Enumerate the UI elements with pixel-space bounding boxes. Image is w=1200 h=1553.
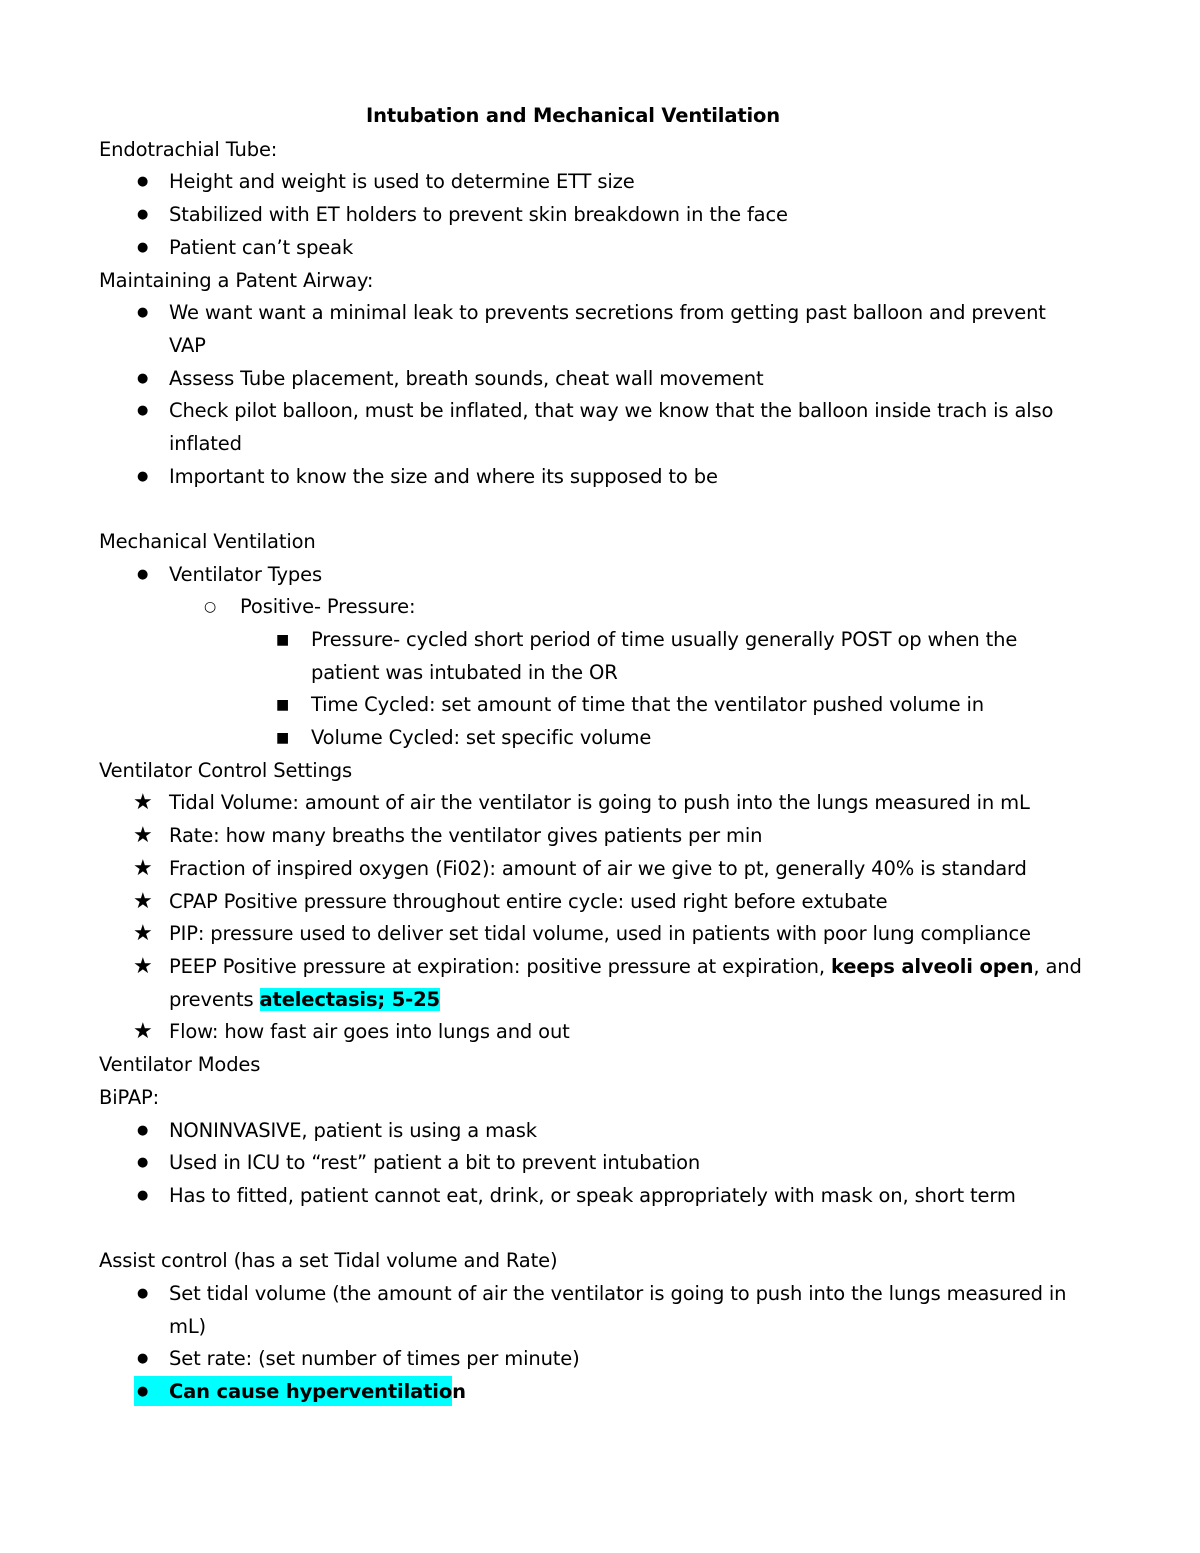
square-marker: ■ bbox=[276, 730, 290, 746]
list-item: Stabilized with ET holders to prevent skin breakdown in the face bbox=[169, 203, 788, 226]
list-item: Set rate: (set number of times per minute) bbox=[169, 1347, 580, 1370]
list-item: Used in ICU to “rest” patient a bit to prevent intubation bbox=[169, 1151, 701, 1174]
list-item: Important to know the size and where its supposed to be bbox=[169, 465, 718, 488]
list-item-continuation: VAP bbox=[169, 334, 206, 357]
bullet-marker: ● bbox=[137, 403, 149, 418]
section-heading-settings: Ventilator Control Settings bbox=[99, 759, 353, 782]
square-marker: ■ bbox=[276, 632, 290, 648]
bullet-marker: ● bbox=[137, 1286, 149, 1301]
bullet-marker: ● bbox=[137, 305, 149, 320]
list-item-level3: Volume Cycled: set specific volume bbox=[311, 726, 652, 749]
section-heading-mechanical: Mechanical Ventilation bbox=[99, 530, 316, 553]
section-heading-ett: Endotrachial Tube: bbox=[99, 138, 278, 161]
star-marker: ★ bbox=[133, 889, 153, 914]
list-item: Height and weight is used to determine ETT size bbox=[169, 170, 635, 193]
list-item-continuation: patient was intubated in the OR bbox=[311, 661, 618, 684]
star-marker: ★ bbox=[133, 954, 153, 979]
star-marker: ★ bbox=[133, 921, 153, 946]
bullet-marker: ● bbox=[137, 1188, 149, 1203]
bullet-marker: ● bbox=[137, 240, 149, 255]
list-item: Ventilator Types bbox=[169, 563, 322, 586]
square-marker: ■ bbox=[276, 697, 290, 713]
list-item-continuation: inflated bbox=[169, 432, 242, 455]
star-marker: ★ bbox=[133, 823, 153, 848]
list-item-continuation: mL) bbox=[169, 1315, 207, 1338]
list-item: Set tidal volume (the amount of air the ventilator is going to push into the lungs measured in bbox=[169, 1282, 1067, 1305]
list-item: Check pilot balloon, must be inflated, that way we know that the balloon inside trach is also bbox=[169, 399, 1054, 422]
peep-text-end: , and bbox=[1033, 955, 1082, 978]
list-item-highlighted: Can cause hyperventilation bbox=[169, 1380, 466, 1403]
bullet-marker: ● bbox=[137, 1123, 149, 1138]
circle-marker: ○ bbox=[204, 599, 217, 615]
star-marker: ★ bbox=[133, 856, 153, 881]
list-item: Has to fitted, patient cannot eat, drink, or speak appropriately with mask on, short term bbox=[169, 1184, 1016, 1207]
section-heading-modes: Ventilator Modes bbox=[99, 1053, 261, 1076]
list-item-level3: Time Cycled: set amount of time that the ventilator pushed volume in bbox=[311, 693, 985, 716]
peep-prefix: prevents bbox=[169, 988, 260, 1011]
list-item: We want want a minimal leak to prevents secretions from getting past balloon and prevent bbox=[169, 301, 1046, 324]
peep-bold-text: keeps alveoli open bbox=[831, 955, 1034, 978]
list-item: Assess Tube placement, breath sounds, cheat wall movement bbox=[169, 367, 764, 390]
section-heading-airway: Maintaining a Patent Airway: bbox=[99, 269, 374, 292]
list-item: PIP: pressure used to deliver set tidal volume, used in patients with poor lung compliance bbox=[169, 922, 1031, 945]
bullet-marker: ● bbox=[137, 567, 149, 582]
bullet-marker: ● bbox=[137, 1155, 149, 1170]
bullet-marker: ● bbox=[137, 1351, 149, 1366]
list-item: Flow: how fast air goes into lungs and out bbox=[169, 1020, 570, 1043]
bullet-marker: ● bbox=[137, 469, 149, 484]
section-heading-bipap: BiPAP: bbox=[99, 1086, 160, 1109]
star-marker: ★ bbox=[133, 790, 153, 815]
section-heading-assist: Assist control (has a set Tidal volume and Rate) bbox=[99, 1249, 558, 1272]
list-item: Patient can’t speak bbox=[169, 236, 354, 259]
list-item-level3: Pressure- cycled short period of time usually generally POST op when the bbox=[311, 628, 1018, 651]
bullet-marker: ● bbox=[137, 1384, 149, 1399]
list-item-level2: Positive- Pressure: bbox=[240, 595, 416, 618]
list-item: Fraction of inspired oxygen (Fi02): amount of air we give to pt, generally 40% is standard bbox=[169, 857, 1027, 880]
page-title: Intubation and Mechanical Ventilation bbox=[365, 104, 781, 127]
star-marker: ★ bbox=[133, 1019, 153, 1044]
list-item: CPAP Positive pressure throughout entire cycle: used right before extubate bbox=[169, 890, 888, 913]
bullet-marker: ● bbox=[137, 371, 149, 386]
peep-text: PEEP Positive pressure at expiration: positive pressure at expiration, bbox=[169, 955, 831, 978]
list-item-peep bbox=[169, 954, 1082, 980]
highlighted-text: atelectasis; 5-25 bbox=[259, 988, 440, 1011]
bullet-marker: ● bbox=[137, 207, 149, 222]
list-item: Rate: how many breaths the ventilator gives patients per min bbox=[169, 824, 763, 847]
list-item: NONINVASIVE, patient is using a mask bbox=[169, 1119, 537, 1142]
bullet-marker: ● bbox=[137, 174, 149, 189]
list-item: Tidal Volume: amount of air the ventilator is going to push into the lungs measured in mL bbox=[169, 791, 1030, 814]
list-item-continuation bbox=[169, 987, 440, 1013]
